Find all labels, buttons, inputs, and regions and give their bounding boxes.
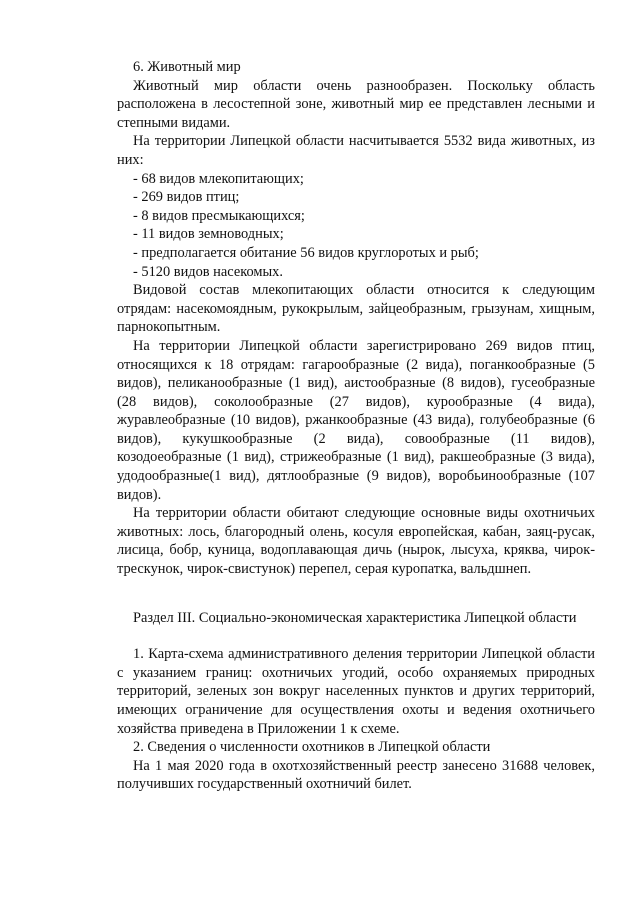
species-list-item: - 5120 видов насекомых. <box>133 263 283 280</box>
species-count-paragraph: На территории Липецкой области насчитывается 5532 вида животных, из них: <box>117 133 595 168</box>
section-3-heading: Раздел III. Социально-экономическая характеристика Липецкой области <box>133 609 577 626</box>
document-page <box>117 58 595 794</box>
hunters-info-heading: 2. Сведения о численности охотников в Липецкой области <box>133 739 491 756</box>
species-list-item: - предполагается обитание 56 видов круглоротых и рыб; <box>133 244 479 261</box>
section-spacer <box>117 579 595 609</box>
hunting-animals-paragraph: На территории области обитают следующие основные виды охотничьих животных: лось, благородный олень, косуля европейская, кабан, заяц-русак, лисица, бобр, куница, водоплавающая дичь (нырок, лысуха, кряква, чирок-трескунок, чирок-свистунок) перепел, серая куропатка, вальдшнеп. <box>117 505 595 578</box>
mammals-paragraph: Видовой состав млекопитающих области относится к следующим отрядам: насекомоядным, рукокрылым, зайцеобразным, грызунам, хищным, парнокопытным. <box>117 282 595 336</box>
fauna-intro-paragraph: Животный мир области очень разнообразен. Поскольку область расположена в лесостепной зоне, животный мир ее представлен лесными и степными видами. <box>117 77 595 131</box>
hunters-count-paragraph: На 1 мая 2020 года в охотхозяйственный реестр занесено 31688 человек, получивших государственный охотничий билет. <box>117 757 595 793</box>
map-scheme-paragraph: 1. Карта-схема административного деления территории Липецкой области с указанием границ: охотничьих угодий, особо охраняемых природных территорий, зеленых зон вокруг населенных пунктов и других территорий, имеющих ограничение для осуществления охоты и ведения охотничьего хозяйства приведена в Приложении 1 к схеме. <box>117 646 595 737</box>
species-list-item: - 11 видов земноводных; <box>133 226 284 243</box>
section-spacer <box>117 627 595 645</box>
section-6-heading: 6. Животный мир <box>133 59 241 75</box>
species-list-item: - 269 видов птиц; <box>133 189 240 206</box>
species-list-item: - 8 видов пресмыкающихся; <box>133 207 305 224</box>
species-list-item: - 68 видов млекопитающих; <box>133 170 304 187</box>
birds-paragraph: На территории Липецкой области зарегистрировано 269 видов птиц, относящихся к 18 отрядам: гагарообразные (2 вида), поганкообразные (5 видов), пеликанообразные (1 вид), аистообразные (8 видов), гусеобразные (28 видов), соколообразные (27 видов), курообразные (4 вида), журавлеобразные (10 видов), ржанкообразные (43 вида), голубеобразные (6 видов), кукушкообразные (2 вида), совообразные (11 видов), козодоеобразные (1 вид), стрижеобразные (1 вид), ракшеобразные (3 вида), удодообразные(1 вид), дятлообразные (9 видов), воробьинообразные (107 видов). <box>117 337 595 503</box>
